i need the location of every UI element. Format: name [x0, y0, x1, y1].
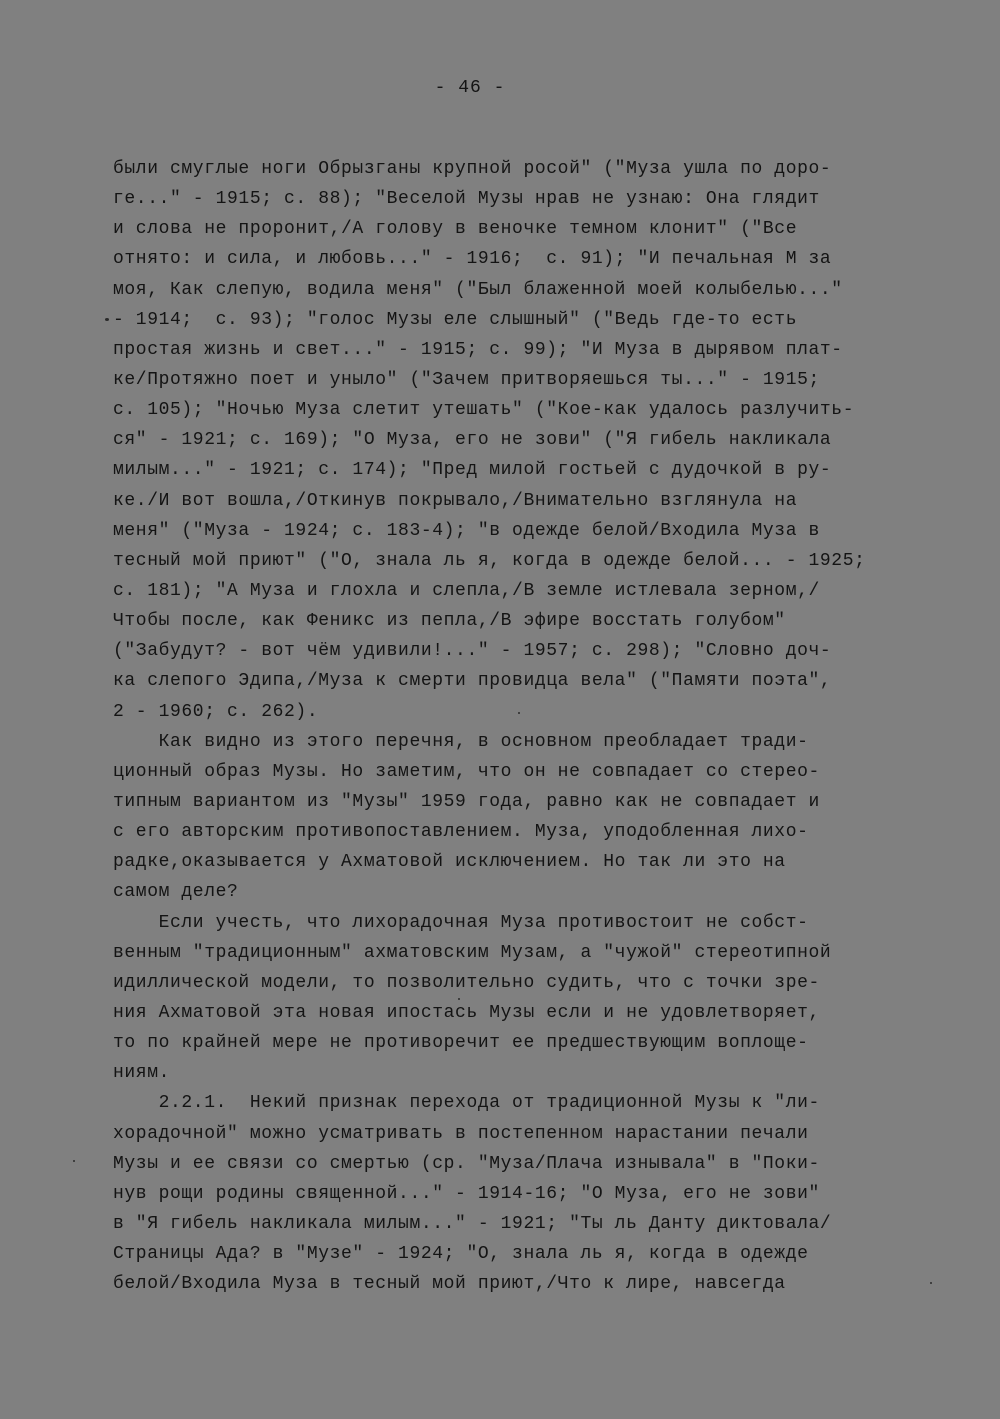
text-line: моя, Как слепую, водила меня" ("Был блаженной моей колыбелью..." — [113, 279, 843, 300]
text-line: Чтобы после, как Феникс из пепла,/В эфире восстать голубом" — [113, 611, 786, 632]
text-line: в "Я гибель накликала милым..." - 1921; "Ты ль Данту диктовала/ — [113, 1213, 832, 1234]
scan-speck — [930, 1282, 932, 1284]
text-line: хорадочной" можно усматривать в постепенном нарастании печали — [113, 1123, 809, 1144]
text-line: милым..." - 1921; с. 174); "Пред милой гостьей с дудочкой в ру- — [113, 460, 832, 481]
text-line: ся" - 1921; с. 169); "О Муза, его не зови" ("Я гибель накликала — [113, 430, 832, 451]
scan-speck — [105, 318, 109, 321]
text-line: Музы и ее связи со смертью (ср. "Муза/Плача изнывала" в "Поки- — [113, 1153, 820, 1174]
text-line: с. 105); "Ночью Муза слетит утешать" ("Кое-как удалось разлучить- — [113, 400, 855, 421]
text-line: ка слепого Эдипа,/Муза к смерти провидца вела" ("Памяти поэта", — [113, 671, 832, 692]
text-line: идиллической модели, то позволительно судить, что с точки зре- — [113, 972, 820, 993]
text-line: - 1914; с. 93); "голос Музы еле слышный" ("Ведь где-то есть — [113, 309, 798, 330]
text-line: 2 - 1960; с. 262). — [113, 701, 319, 722]
text-line: самом деле? — [113, 882, 239, 903]
text-line: ("Забудут? - вот чём удивили!..." - 1957; с. 298); "Словно доч- — [113, 641, 832, 662]
scan-speck — [73, 1160, 75, 1162]
text-line: ционный образ Музы. Но заметим, что он не совпадает со стерео- — [113, 761, 820, 782]
text-line: Страницы Ада? в "Музе" - 1924; "О, знала ль я, когда в одежде — [113, 1244, 809, 1265]
text-line: тесный мой приют" ("О, знала ль я, когда в одежде белой... - 1925; — [113, 550, 866, 571]
text-line: простая жизнь и свет..." - 1915; с. 99); "И Муза в дырявом плат- — [113, 339, 843, 360]
text-line: 2.2.1. Некий признак перехода от традиционной Музы к "ли- — [113, 1093, 820, 1114]
text-line: ге..." - 1915; с. 88); "Веселой Музы нрав не узнаю: Она глядит — [113, 189, 820, 210]
text-line: Как видно из этого перечня, в основном преобладает тради- — [113, 731, 809, 752]
scan-speck — [518, 712, 520, 714]
text-line: ния Ахматовой эта новая ипостась Музы если и не удовлетворяет, — [113, 1002, 820, 1023]
text-line: меня" ("Муза - 1924; с. 183-4); "в одежде белой/Входила Муза в — [113, 520, 820, 541]
text-line: ниям. — [113, 1063, 171, 1084]
body-text — [113, 154, 953, 1299]
text-line: то по крайней мере не противоречит ее предшествующим воплоще- — [113, 1033, 809, 1054]
text-line: были смуглые ноги Обрызганы крупной росой" ("Муза ушла по доро- — [113, 159, 832, 179]
text-line: Если учесть, что лихорадочная Муза противостоит не собст- — [113, 912, 809, 933]
text-line: ке/Протяжно поет и уныло" ("Зачем притворяешься ты..." - 1915; — [113, 369, 820, 390]
page-number: - 46 - — [434, 78, 506, 98]
text-line: белой/Входила Муза в тесный мой приют,/Что к лире, навсегда — [113, 1274, 786, 1295]
scan-speck — [458, 998, 460, 1000]
text-line: с его авторским противопоставлением. Муза, уподобленная лихо- — [113, 822, 809, 843]
text-line: типным вариантом из "Музы" 1959 года, равно как не совпадает и — [113, 791, 820, 812]
text-line: нув рощи родины священной..." - 1914-16; "О Муза, его не зови" — [113, 1183, 820, 1204]
text-line: и слова не проронит,/А голову в веночке темном клонит" ("Все — [113, 219, 798, 240]
text-line: венным "традиционным" ахматовским Музам, а "чужой" стереотипной — [113, 942, 832, 963]
text-line: с. 181); "А Муза и глохла и слепла,/В земле истлевала зерном,/ — [113, 580, 820, 601]
text-line: радке,оказывается у Ахматовой исключением. Но так ли это на — [113, 852, 786, 873]
text-line: ке./И вот вошла,/Откинув покрывало,/Внимательно взглянула на — [113, 490, 798, 511]
text-line: отнято: и сила, и любовь..." - 1916; с. 91); "И печальная М за — [113, 249, 832, 270]
